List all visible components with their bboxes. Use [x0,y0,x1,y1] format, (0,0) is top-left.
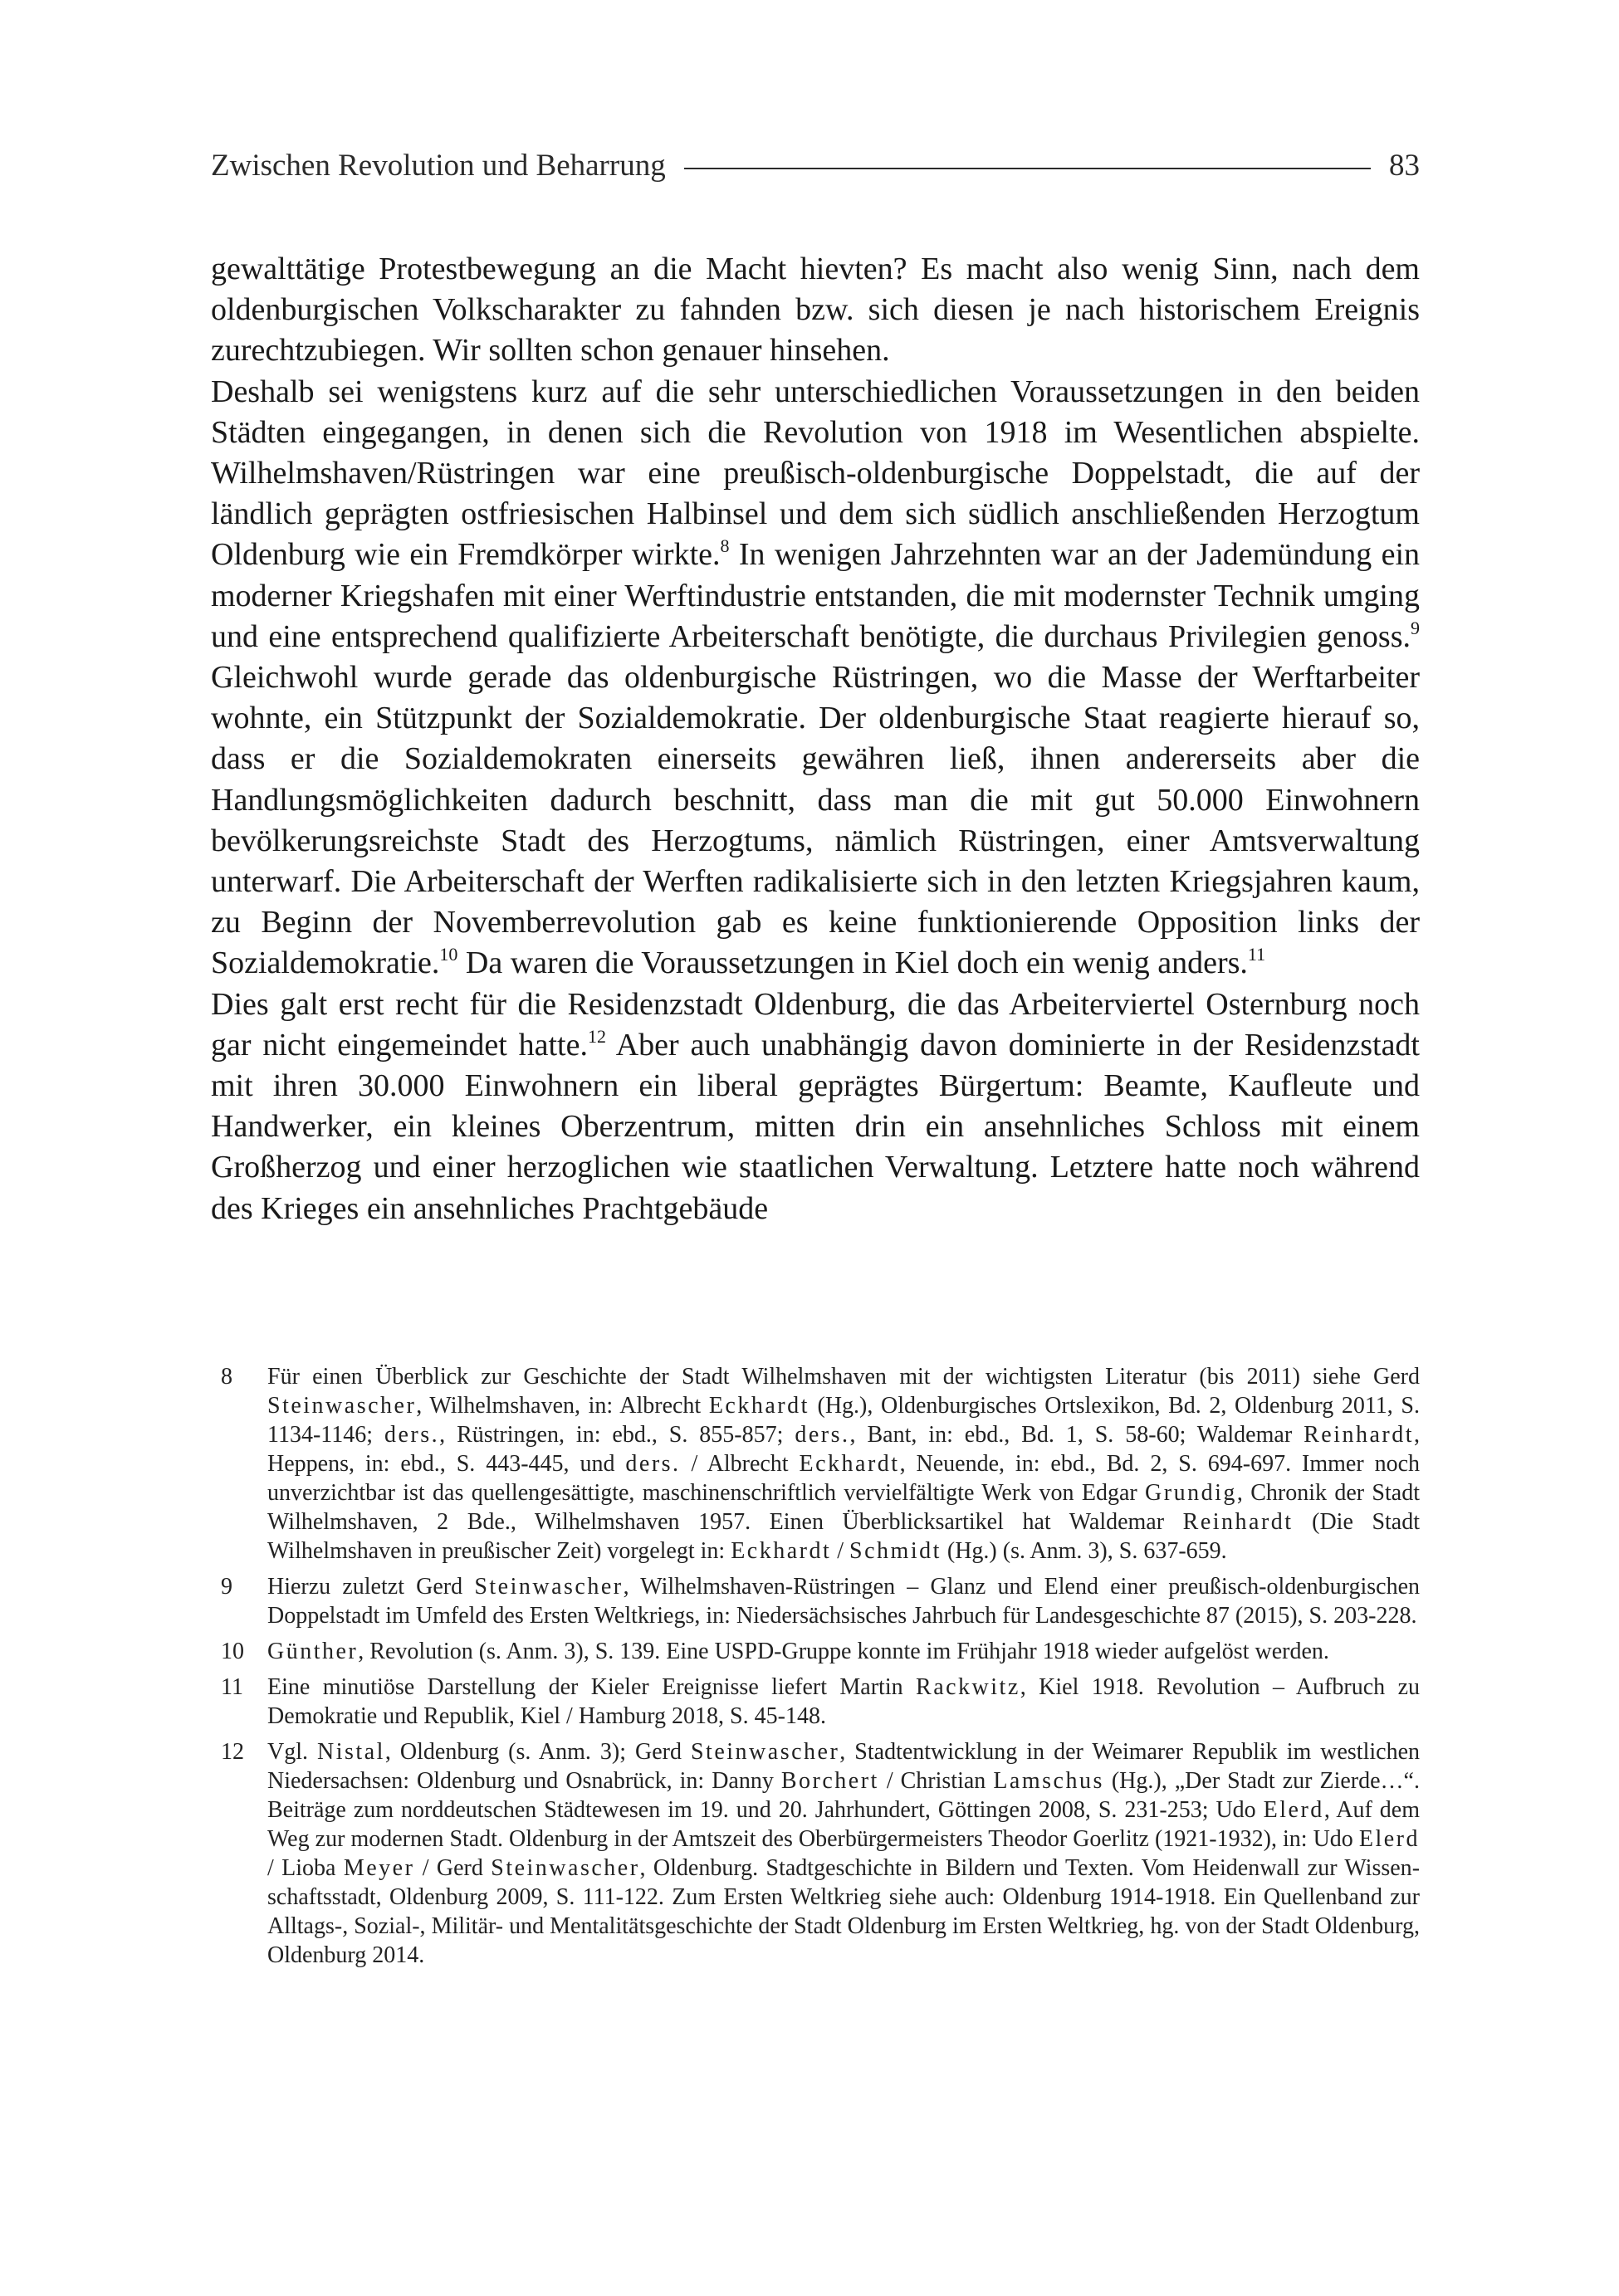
footnote-ref-9[interactable]: 9 [1411,617,1420,638]
footnote-text-part: (Hg.) (s. Anm. 3), S. 637-659. [941,1538,1227,1564]
footnote-11 [211,1673,1420,1731]
footnote-number: 11 [221,1674,243,1700]
author-name: Rackwitz [916,1674,1020,1700]
footnote-text [267,1737,1420,1970]
author-name: Steinwascher [267,1393,417,1419]
footnote-text-part: Vgl. [267,1739,318,1765]
author-name: Steinwascher [491,1855,640,1881]
author-name: Eckhardt [731,1538,832,1564]
footnote-text-part: , Wilhelmshaven-Rüstringen – Glanz und Elend einer preußisch-oldenburgischen Doppelstadt im Umfeld des Ersten Weltkriegs, in: Niedersächsisches Jahrbuch für Landesgeschichte 87 (2015), S. 203-228. [267,1574,1421,1629]
footnote-ref-10[interactable]: 10 [439,944,458,965]
running-head-rule [684,168,1371,169]
footnote-12 [211,1737,1420,1970]
author-name: ders. [795,1422,850,1448]
author-name: Reinhardt [1182,1509,1294,1535]
footnote-text-part: , Rüstringen, in: ebd., S. 855-857; [439,1422,795,1448]
footnote-text-part: / [831,1538,850,1564]
footnote-text-part: , Stadtentwicklung in der Weimarer Republik im westlichen Niedersachsen: Oldenburg und Osnabrück, in: Danny [267,1739,1421,1794]
paragraph-2 [211,372,1420,984]
footnote-text-part: (Hg.), Oldenburgisches Ortslexikon, Bd. 2, Oldenburg 2011, S. 1134-1146; [267,1393,1420,1448]
footnote-number: 8 [221,1364,232,1390]
footnote-text-part: Für einen Überblick zur Geschichte der Stadt Wilhelmshaven mit der wichtigsten Literatur (bis 2011) siehe Gerd [267,1364,1420,1390]
footnote-number: 9 [221,1574,232,1600]
paragraph-3-text-a: Dies galt erst recht für die Residenzstadt Oldenburg, die das Arbeiterviertel Osternburg noch gar nicht eingemeindet hatte. [211,986,1420,1063]
footnote-text [267,1673,1420,1731]
footnote-text-part: , Revolution (s. Anm. 3), S. 139. Eine USPD-Gruppe konnte im Frühjahr 1918 wieder aufgelöst werden. [358,1639,1329,1664]
footnote-text-part: , Oldenburg. Stadtgeschichte in Bildern und Texten. Vom Heidenwall zur Wissenschaftsstadt, Oldenburg 2009, S. 111-122. Zum Ersten Weltkrieg siehe auch: Oldenburg 1914-1918. Ein Quellenband zur Alltags-, Sozial-, Militär- und Mentalitätsgeschichte der Stadt Oldenburg im Ersten Weltkrieg, hg. von der Stadt Oldenburg, Oldenburg 2014. [267,1855,1421,1968]
footnote-text-part: Hierzu zuletzt Gerd [267,1574,475,1600]
footnote-text-part: , Kiel 1918. Revolution – Aufbruch zu Demokratie und Republik, Kiel / Hamburg 2018, S. 45-148. [267,1674,1421,1729]
author-name: Lamschus [993,1768,1104,1794]
footnote-text-part: / Albrecht [680,1451,800,1477]
author-name: Meyer [343,1855,415,1881]
footnote-text-part: , Bant, in: ebd., Bd. 1, S. 58-60; Waldemar [849,1422,1304,1448]
paragraph-1-text: gewalttätige Protestbewegung an die Macht hievten? Es macht also wenig Sinn, nach dem oldenburgischen Volkscharakter zu fahnden bzw. sich diesen je nach historischem Ereignis zurechtzubiegen. Wir sollten schon genauer hinsehen. [211,252,1420,369]
footnote-text-part: , Oldenburg (s. Anm. 3); Gerd [384,1739,691,1765]
footnote-text-part: , Chronik der Stadt Wilhelmshaven, 2 Bde., Wilhelmshaven 1957. Einen Überblicksartikel hat Waldemar [267,1480,1420,1535]
footnote-text-part: Eine minutiöse Darstellung der Kieler Ereignisse liefert Martin [267,1674,917,1700]
footnote-text [267,1572,1420,1630]
paragraph-2-text-c: Gleichwohl wurde gerade das oldenburgische Rüstringen, wo die Masse der Werftarbeiter wohnte, ein Stützpunkt der Sozialdemokratie. Der oldenburgische Staat reagierte hierauf so, dass er die Sozialdemokraten einerseits gewähren ließ, ihnen andererseits aber die Handlungsmöglichkeiten dadurch beschnitt, dass man die mit gut 50.000 Einwohnern bevölkerungsreichste Stadt des Herzogtums, nämlich Rüstringen, einer Amtsverwaltung unterwarf. Die Arbeiterschaft der Werften radikalisierte sich in den letzten Kriegsjahren kaum, zu Beginn der Novemberrevolution gab es keine funktionierende Opposition links der Sozialdemokratie. [211,660,1420,981]
paragraph-3-text-b: Aber auch unabhängig davon dominierte in der Residenzstadt mit ihren 30.000 Einwohnern ein liberal geprägtes Bürgertum: Beamte, Kaufleute und Handwerker, ein kleines Oberzentrum, mitten drin ein ansehnliches Schloss mit einem Großherzog und einer herzoglichen wie staatlichen Verwaltung. Letztere hatte noch während des Krieges ein ansehnliches Prachtgebäude [211,1027,1420,1226]
author-name: Reinhardt [1304,1422,1415,1448]
author-name: Steinwascher [690,1739,840,1765]
page-number: 83 [1389,149,1420,183]
footnote-text-part: / Christian [878,1768,994,1794]
footnote-text [267,1362,1420,1566]
footnote-text-part: (Hg.), „Der Stadt zur Zierde…“. Beiträge zum norddeutschen Städtewesen im 19. und 20. Jahrhundert, Göttingen 2008, S. 231-253; Udo [267,1768,1420,1823]
footnotes [211,1362,1420,1976]
author-name: Nistal [317,1739,385,1765]
footnote-ref-8[interactable]: 8 [720,535,730,557]
author-name: ders. [384,1422,440,1448]
footnote-text-part: , Neuende, in: ebd., Bd. 2, S. 694-697. Immer noch unverzichtbar ist das quellengesättigte, maschinenschriftlich vervielfältigte Werk von Edgar [267,1451,1420,1506]
footnote-text-part: / Gerd [414,1855,492,1881]
footnote-ref-12[interactable]: 12 [587,1025,606,1047]
paragraph-1 [211,249,1420,372]
author-name: Steinwascher [474,1574,624,1600]
footnote-text-part: , Wilhelmshaven, in: Albrecht [416,1393,709,1419]
main-text [211,249,1420,1229]
footnote-9 [211,1572,1420,1630]
footnote-text-part: , Heppens, in: ebd., S. 443-445, und [267,1422,1421,1477]
paragraph-2-text-d: Da waren die Voraussetzungen in Kiel doch ein wenig anders. [457,945,1248,981]
author-name: Eckhardt [708,1393,810,1419]
author-name: Elerd [1358,1826,1420,1852]
author-name: Schmidt [849,1538,942,1564]
author-name: Borchert [780,1768,879,1794]
author-name: ders. [625,1451,681,1477]
running-head [211,148,1420,183]
footnote-text-part: , Auf dem Weg zur modernen Stadt. Oldenburg in der Amtszeit des Oberbürgermeisters Theodor Goerlitz (1921-1932), in: Udo [267,1797,1420,1852]
footnote-text [267,1637,1420,1666]
footnote-text-part: / Lioba [267,1855,344,1881]
author-name: Grundig [1145,1480,1237,1506]
paragraph-2-text-b: In wenigen Jahrzehnten war an der Jademündung ein moderner Kriegshafen mit einer Werftindustrie entstanden, die mit modernster Technik umging und eine entsprechend qualifizierte Arbeiterschaft benötigte, die durchaus Privilegien genoss. [211,537,1421,654]
footnote-ref-11[interactable]: 11 [1247,944,1266,965]
footnote-number: 12 [221,1739,244,1765]
paragraph-3 [211,984,1420,1229]
author-name: Günther [267,1639,359,1664]
footnote-number: 10 [221,1639,244,1664]
author-name: Elerd [1263,1797,1324,1823]
paragraph-2-text-a: Deshalb sei wenigstens kurz auf die sehr unterschiedlichen Voraussetzungen in den beiden Städten eingegangen, in denen sich die Revolution von 1918 im Wesentlichen abspielte. Wilhelmshaven/Rüstringen war eine preußisch-oldenburgische Doppelstadt, die auf der ländlich geprägten ostfriesischen Halbinsel und dem sich südlich anschließenden Herzogtum Oldenburg wie ein Fremdkörper wirkte. [211,374,1420,573]
footnote-8 [211,1362,1420,1566]
author-name: Eckhardt [799,1451,900,1477]
footnote-10 [211,1637,1420,1666]
footnote-text-part: (Die Stadt Wilhelmshaven in preußischer Zeit) vorgelegt in: [267,1509,1421,1564]
running-head-title: Zwischen Revolution und Beharrung [211,149,666,183]
